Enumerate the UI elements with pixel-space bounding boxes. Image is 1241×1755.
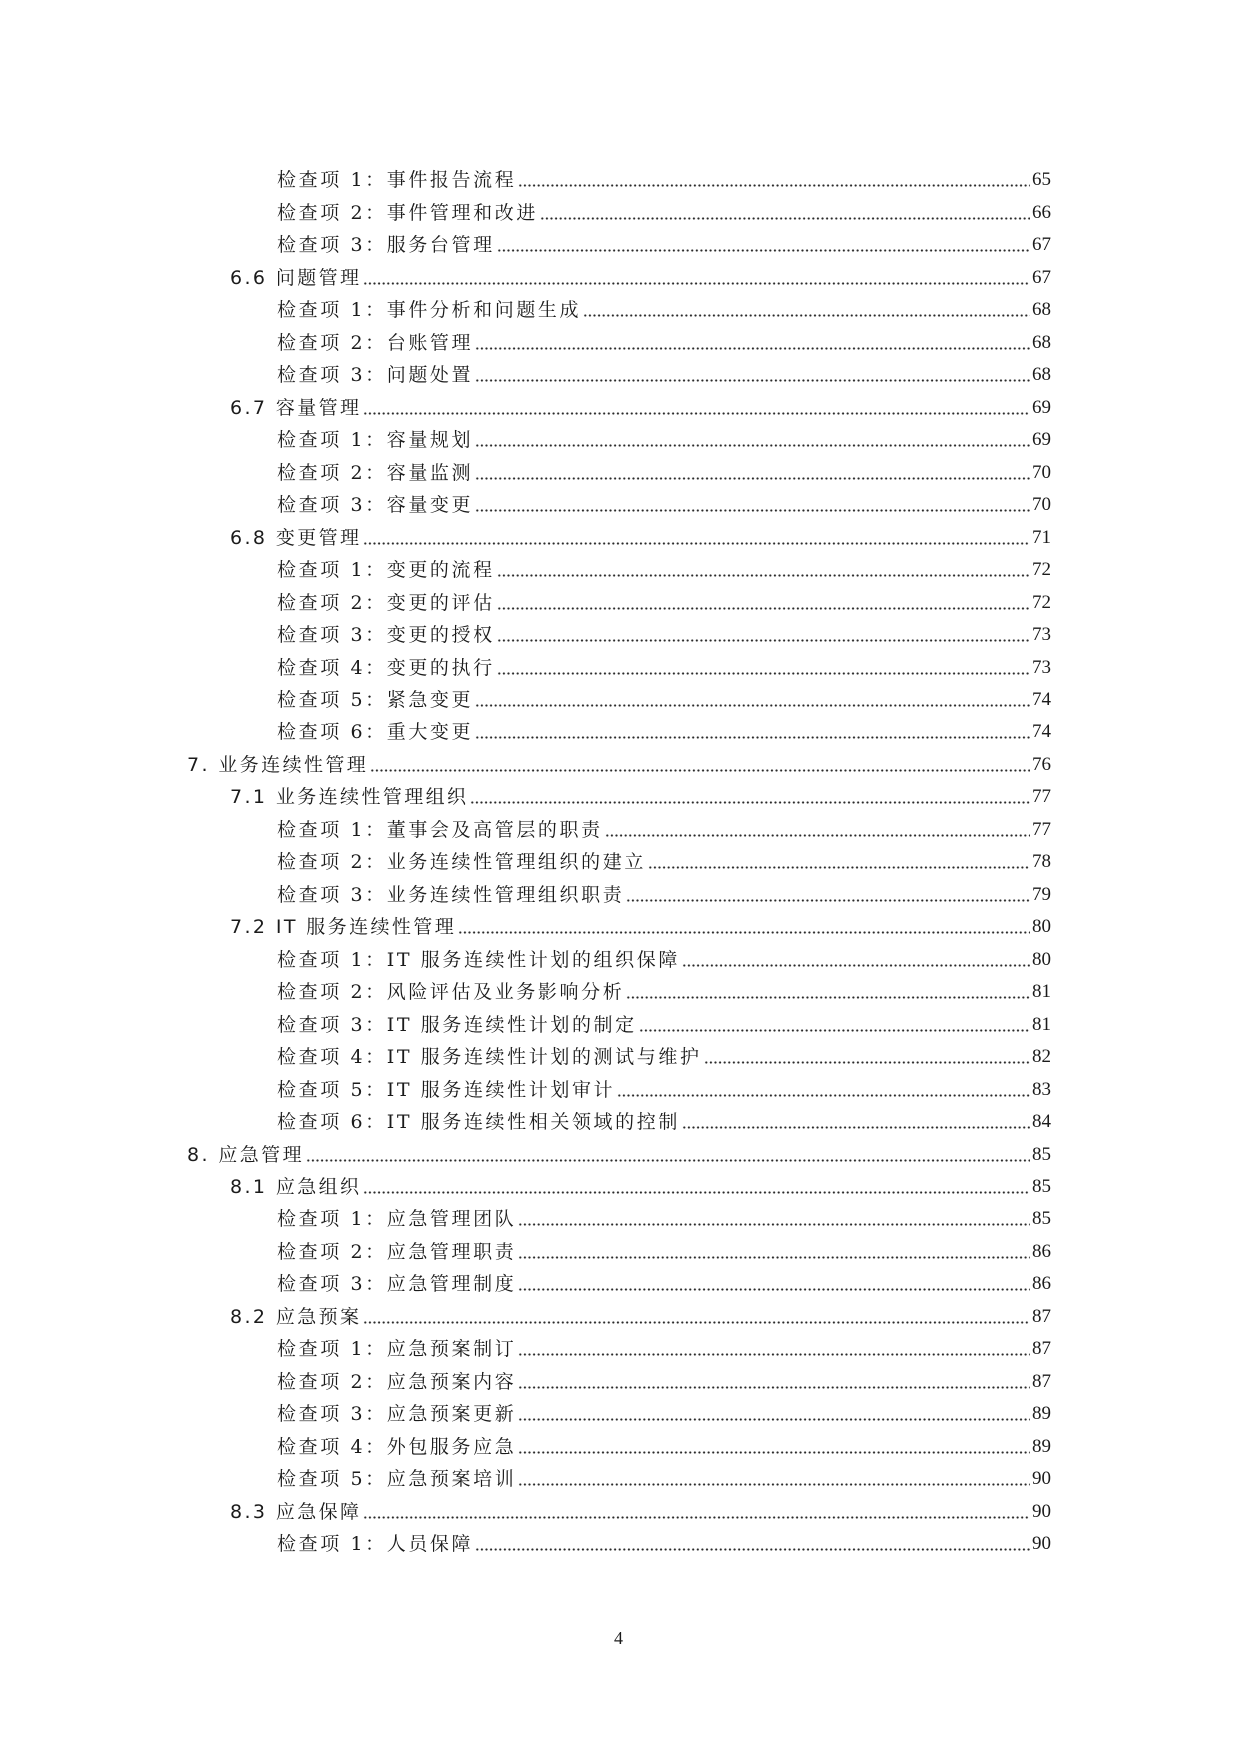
- toc-entry-page-number: 74: [1032, 688, 1051, 710]
- toc-entry-title: 检查项 6：重大变更: [277, 721, 474, 744]
- toc-entry-title: 检查项 1：董事会及高管层的职责: [277, 818, 603, 841]
- toc-entry-title: 检查项 1：事件分析和问题生成: [277, 299, 582, 322]
- toc-entry-page-number: 78: [1032, 851, 1051, 873]
- dot-leader: [497, 249, 1030, 252]
- toc-entry-title: 检查项 1：应急预案制订: [277, 1338, 517, 1361]
- toc-check-item: [187, 1528, 1051, 1560]
- dot-leader: [475, 347, 1030, 350]
- dot-leader: [475, 1548, 1030, 1551]
- toc-entry-page-number: 68: [1032, 364, 1051, 386]
- toc-entry-title: 检查项 3：服务台管理: [277, 234, 495, 257]
- toc-check-item: [187, 424, 1051, 456]
- dot-leader: [518, 1418, 1030, 1421]
- toc-entry-title: 检查项 5：应急预案培训: [277, 1468, 517, 1491]
- dot-leader: [682, 964, 1030, 967]
- toc-entry-title: 检查项 4：外包服务应急: [277, 1435, 517, 1458]
- toc-check-item: [187, 684, 1051, 716]
- dot-leader: [682, 1126, 1030, 1129]
- toc-entry-page-number: 77: [1032, 786, 1051, 808]
- toc-entry-page-number: 89: [1032, 1435, 1051, 1457]
- toc-check-item: [187, 554, 1051, 586]
- toc-section: [187, 1495, 1051, 1527]
- toc-section: [187, 781, 1051, 813]
- toc-entry-page-number: 65: [1032, 169, 1051, 191]
- dot-leader: [497, 639, 1030, 642]
- toc-check-item: [187, 1463, 1051, 1495]
- toc-entry-title: 检查项 3：变更的授权: [277, 624, 495, 647]
- dot-leader: [518, 184, 1030, 187]
- toc-entry-page-number: 84: [1032, 1111, 1051, 1133]
- toc-entry-page-number: 81: [1032, 1013, 1051, 1035]
- dot-leader: [497, 607, 1030, 610]
- toc-entry-title: 检查项 1：容量规划: [277, 429, 474, 452]
- toc-entry-page-number: 71: [1032, 526, 1051, 548]
- toc-entry-page-number: 85: [1032, 1143, 1051, 1165]
- toc-check-item: [187, 1398, 1051, 1430]
- dot-leader: [626, 996, 1030, 999]
- dot-leader: [518, 1223, 1030, 1226]
- toc-entry-title: 检查项 3：容量变更: [277, 494, 474, 517]
- toc-section: [187, 521, 1051, 553]
- toc-entry-title: 检查项 3：应急管理制度: [277, 1273, 517, 1296]
- toc-check-item: [187, 619, 1051, 651]
- toc-entry-page-number: 69: [1032, 429, 1051, 451]
- toc-check-item: [187, 1430, 1051, 1462]
- toc-check-item: [187, 813, 1051, 845]
- toc-entry-title: 检查项 5：IT 服务连续性计划审计: [277, 1078, 616, 1101]
- toc-entry-page-number: 69: [1032, 396, 1051, 418]
- dot-leader: [363, 412, 1030, 415]
- toc-entry-title: 检查项 1：事件报告流程: [277, 169, 517, 192]
- toc-check-item: [187, 359, 1051, 391]
- dot-leader: [363, 1516, 1030, 1519]
- toc-entry-title: 检查项 1：人员保障: [277, 1533, 474, 1556]
- toc-check-item: [187, 1268, 1051, 1300]
- toc-check-item: [187, 164, 1051, 196]
- toc-entry-page-number: 86: [1032, 1273, 1051, 1295]
- dot-leader: [363, 1321, 1030, 1324]
- toc-entry-page-number: 72: [1032, 591, 1051, 613]
- toc-entry-title: 检查项 3：业务连续性管理组织职责: [277, 883, 625, 906]
- dot-leader: [518, 1353, 1030, 1356]
- toc-entry-title: 8. 应急管理: [187, 1143, 304, 1166]
- toc-entry-page-number: 90: [1032, 1500, 1051, 1522]
- dot-leader: [518, 1256, 1030, 1259]
- toc-entry-page-number: 87: [1032, 1370, 1051, 1392]
- toc-section: [187, 911, 1051, 943]
- dot-leader: [704, 1061, 1030, 1064]
- toc-entry-page-number: 68: [1032, 299, 1051, 321]
- dot-leader: [363, 1191, 1030, 1194]
- toc-entry-page-number: 80: [1032, 916, 1051, 938]
- dot-leader: [475, 509, 1030, 512]
- toc-entry-title: 检查项 4：IT 服务连续性计划的测试与维护: [277, 1046, 702, 1069]
- toc-check-item: [187, 1106, 1051, 1138]
- toc-entry-title: 检查项 3：IT 服务连续性计划的制定: [277, 1013, 637, 1036]
- toc-section: [187, 1300, 1051, 1332]
- toc-check-item: [187, 1203, 1051, 1235]
- toc-entry-page-number: 77: [1032, 818, 1051, 840]
- toc-entry-page-number: 76: [1032, 753, 1051, 775]
- toc-entry-page-number: 79: [1032, 883, 1051, 905]
- toc-entry-title: 检查项 2：事件管理和改进: [277, 201, 538, 224]
- toc-entry-page-number: 85: [1032, 1208, 1051, 1230]
- dot-leader: [518, 1386, 1030, 1389]
- toc-entry-page-number: 68: [1032, 331, 1051, 353]
- toc-entry-page-number: 67: [1032, 234, 1051, 256]
- toc-section: [187, 261, 1051, 293]
- toc-check-item: [187, 1073, 1051, 1105]
- toc-entry-page-number: 83: [1032, 1078, 1051, 1100]
- dot-leader: [540, 217, 1030, 220]
- dot-leader: [475, 736, 1030, 739]
- toc-entry-title: 6.6 问题管理: [230, 266, 362, 289]
- dot-leader: [497, 672, 1030, 675]
- toc-check-item: [187, 456, 1051, 488]
- dot-leader: [639, 1029, 1030, 1032]
- toc-entry-page-number: 90: [1032, 1468, 1051, 1490]
- toc-entry-title: 检查项 2：应急预案内容: [277, 1370, 517, 1393]
- toc-entry-page-number: 73: [1032, 656, 1051, 678]
- dot-leader: [583, 314, 1030, 317]
- toc-entry-page-number: 81: [1032, 981, 1051, 1003]
- toc-entry-page-number: 86: [1032, 1240, 1051, 1262]
- toc-check-item: [187, 196, 1051, 228]
- toc-check-item: [187, 586, 1051, 618]
- toc-entry-page-number: 66: [1032, 201, 1051, 223]
- toc-entry-page-number: 70: [1032, 494, 1051, 516]
- dot-leader: [626, 899, 1030, 902]
- dot-leader: [605, 834, 1030, 837]
- toc-check-item: [187, 716, 1051, 748]
- toc-check-item: [187, 976, 1051, 1008]
- toc-check-item: [187, 326, 1051, 358]
- toc-entry-page-number: 72: [1032, 559, 1051, 581]
- toc-entry-title: 检查项 3：问题处置: [277, 364, 474, 387]
- toc-entry-title: 检查项 2：台账管理: [277, 331, 474, 354]
- toc-entry-title: 检查项 1：变更的流程: [277, 559, 495, 582]
- toc-section: [187, 1171, 1051, 1203]
- toc-entry-title: 7.2 IT 服务连续性管理: [230, 916, 457, 939]
- toc-entry-title: 检查项 2：容量监测: [277, 461, 474, 484]
- toc-entry-page-number: 67: [1032, 266, 1051, 288]
- toc-entry-title: 检查项 2：风险评估及业务影响分析: [277, 981, 625, 1004]
- dot-leader: [306, 1159, 1030, 1162]
- toc-check-item: [187, 1008, 1051, 1040]
- toc-entry-title: 6.7 容量管理: [230, 396, 362, 419]
- toc-check-item: [187, 943, 1051, 975]
- toc-entry-page-number: 89: [1032, 1403, 1051, 1425]
- toc-entry-title: 检查项 2：应急管理职责: [277, 1240, 517, 1263]
- toc-entry-title: 7. 业务连续性管理: [187, 753, 369, 776]
- toc-check-item: [187, 1333, 1051, 1365]
- dot-leader: [497, 574, 1030, 577]
- dot-leader: [518, 1451, 1030, 1454]
- dot-leader: [475, 704, 1030, 707]
- dot-leader: [475, 379, 1030, 382]
- toc-check-item: [187, 651, 1051, 683]
- toc-entry-title: 7.1 业务连续性管理组织: [230, 786, 469, 809]
- dot-leader: [363, 542, 1030, 545]
- toc-entry-page-number: 70: [1032, 461, 1051, 483]
- dot-leader: [370, 769, 1030, 772]
- dot-leader: [648, 866, 1030, 869]
- toc-check-item: [187, 489, 1051, 521]
- toc-entry-title: 8.1 应急组织: [230, 1176, 362, 1198]
- dot-leader: [475, 477, 1030, 480]
- dot-leader: [475, 444, 1030, 447]
- toc-chapter: [187, 748, 1051, 780]
- toc-chapter: [187, 1138, 1051, 1170]
- toc-check-item: [187, 294, 1051, 326]
- toc-entry-title: 8.3 应急保障: [230, 1500, 362, 1523]
- toc-entry-page-number: 73: [1032, 624, 1051, 646]
- toc-entry-title: 检查项 6：IT 服务连续性相关领域的控制: [277, 1111, 680, 1134]
- toc-entry-title: 检查项 5：紧急变更: [277, 688, 474, 711]
- toc-check-item: [187, 878, 1051, 910]
- toc-check-item: [187, 229, 1051, 261]
- toc-entry-title: 检查项 2：业务连续性管理组织的建立: [277, 851, 646, 874]
- toc-entry-title: 检查项 2：变更的评估: [277, 591, 495, 614]
- toc-entry-title: 检查项 1：应急管理团队: [277, 1208, 517, 1231]
- toc-entry-page-number: 74: [1032, 721, 1051, 743]
- toc-entry-page-number: 82: [1032, 1046, 1051, 1068]
- dot-leader: [363, 282, 1030, 285]
- toc-entry-title: 6.8 变更管理: [230, 526, 362, 549]
- dot-leader: [518, 1288, 1030, 1291]
- toc-entry-page-number: 80: [1032, 948, 1051, 970]
- toc-entry-page-number: 87: [1032, 1305, 1051, 1327]
- toc-entry-title: 8.2 应急预案: [230, 1305, 362, 1328]
- toc-entry-title: 检查项 4：变更的执行: [277, 656, 495, 679]
- toc-entry-page-number: 87: [1032, 1338, 1051, 1360]
- toc-check-item: [187, 846, 1051, 878]
- page-number: 4: [614, 1628, 623, 1648]
- toc-entry-page-number: 90: [1032, 1533, 1051, 1555]
- toc-section: [187, 391, 1051, 423]
- toc-entry-title: 检查项 3：应急预案更新: [277, 1403, 517, 1426]
- dot-leader: [617, 1094, 1030, 1097]
- dot-leader: [470, 801, 1030, 804]
- dot-leader: [518, 1483, 1030, 1486]
- toc-check-item: [187, 1235, 1051, 1267]
- toc-check-item: [187, 1041, 1051, 1073]
- toc-entry-title: 检查项 1：IT 服务连续性计划的组织保障: [277, 948, 680, 971]
- toc-entry-page-number: 85: [1032, 1176, 1051, 1197]
- toc-check-item: [187, 1365, 1051, 1397]
- dot-leader: [458, 931, 1030, 934]
- table-of-contents: [187, 164, 1051, 1560]
